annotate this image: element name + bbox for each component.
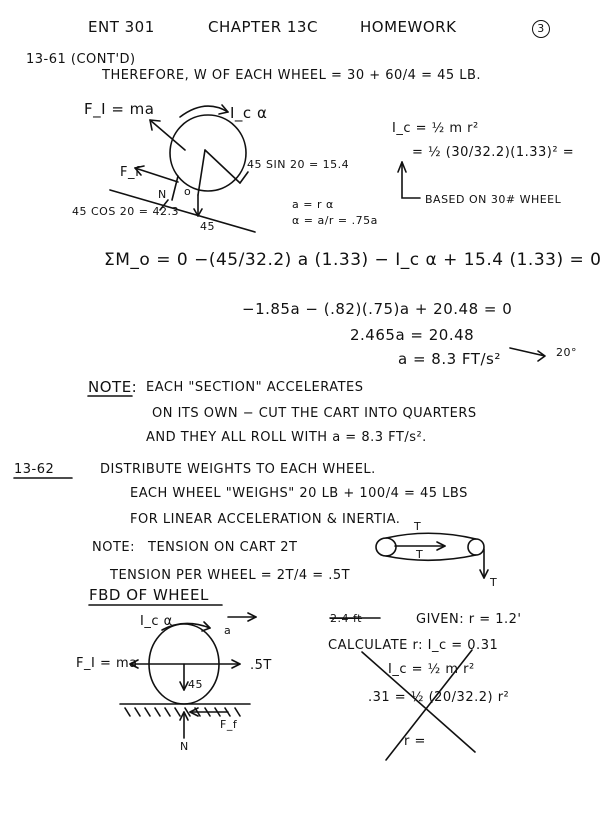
given-radius: GIVEN: r = 1.2' (416, 612, 522, 627)
distribute-line: DISTRIBUTE WEIGHTS TO EACH WHEEL. (100, 462, 376, 477)
sin-component-label: 45 SIN 20 = 15.4 (247, 158, 350, 171)
alpha-relation: α = a/r = .75a (292, 214, 378, 227)
cos-component-label: 45 COS 20 = 42.3 (72, 205, 180, 218)
accel-direction-arrow (510, 348, 545, 361)
struck-given: 2.4 ft (330, 612, 362, 625)
moment-equation: ΣM_o = 0 −(45/32.2) a (1.33) − I_c α + 15.4 (1.33) = 0 (104, 250, 602, 270)
radius-line (198, 150, 205, 195)
a-equals-r-alpha: a = r α (292, 198, 334, 211)
tension-cart-line: TENSION ON CART 2T (148, 540, 298, 555)
inertia-arrow (150, 120, 185, 150)
pulley-left (376, 538, 396, 556)
half-tension-label: .5T (250, 658, 272, 673)
wheel-weight-line: THEREFORE, W OF EACH WHEEL = 30 + 60/4 = 45 LB. (102, 68, 482, 83)
ic-alpha-label-2: I_c α (140, 614, 173, 629)
weight-label-2: 45 (188, 678, 203, 691)
r-equals: r = (404, 734, 426, 749)
accel-label-2: a (224, 624, 232, 637)
linear-accel-line: FOR LINEAR ACCELERATION & INERTIA. (130, 512, 401, 527)
friction-label-2: F_f (220, 718, 238, 731)
cable-top (386, 533, 476, 539)
cable-bottom (386, 555, 476, 560)
pulley-right (468, 539, 484, 555)
fi-label: F_I = ma (84, 100, 155, 118)
tension-per-wheel-line: TENSION PER WHEEL = 2T/4 = .5T (110, 568, 351, 583)
problem-13-62-label: 13-62 (14, 462, 55, 477)
ic-definition-2: I_c = ½ m r² (388, 662, 475, 677)
origin-label: o (184, 185, 192, 198)
note-label: NOTE: (88, 378, 138, 396)
normal-label: N (158, 188, 167, 201)
angle-label: 20° (556, 346, 577, 359)
ic-definition: I_c = ½ m r² (392, 121, 479, 136)
equation-step-2: 2.465a = 20.48 (350, 326, 475, 344)
weight-label: 45 (200, 220, 215, 233)
page-number: 3 (532, 20, 550, 38)
normal-label-2: N (180, 740, 189, 753)
tension-top-label: T (414, 520, 422, 533)
homework-title: HOMEWORK (360, 18, 457, 36)
chapter-label: CHAPTER 13C (208, 18, 318, 36)
sin-arrow (240, 172, 248, 183)
force-line (205, 150, 240, 183)
based-on-note: BASED ON 30# WHEEL (425, 193, 562, 206)
friction-label: F_f (120, 165, 141, 180)
course-code: ENT 301 (88, 18, 155, 36)
tension-right-label: T (490, 576, 498, 589)
note-line-3: AND THEY ALL ROLL WITH a = 8.3 FT/s². (146, 430, 427, 445)
cart-sketch (376, 533, 488, 578)
note-label-2: NOTE: (92, 540, 135, 555)
ic-substitution: .31 = ½ (20/32.2) r² (368, 690, 510, 705)
ic-alpha-label: I_c α (230, 104, 268, 122)
tension-mid-label: T (416, 548, 424, 561)
calculate-r-line: CALCULATE r: I_c = 0.31 (328, 638, 499, 653)
acceleration-result: a = 8.3 FT/s² (398, 350, 501, 368)
equation-step-1: −1.85a − (.82)(.75)a + 20.48 = 0 (242, 300, 513, 318)
note-line-1: EACH "SECTION" ACCELERATES (146, 380, 364, 395)
fi-label-2: F_I = ma (76, 656, 138, 671)
ic-calculation: = ½ (30/32.2)(1.33)² = (412, 145, 575, 160)
wheel-weighs-line: EACH WHEEL "WEIGHS" 20 LB + 100/4 = 45 LBS (130, 486, 468, 501)
problem-13-61-label: 13-61 (CONT'D) (26, 52, 136, 67)
note-line-2: ON ITS OWN − CUT THE CART INTO QUARTERS (152, 406, 477, 421)
fbd-title: FBD OF WHEEL (89, 586, 209, 604)
